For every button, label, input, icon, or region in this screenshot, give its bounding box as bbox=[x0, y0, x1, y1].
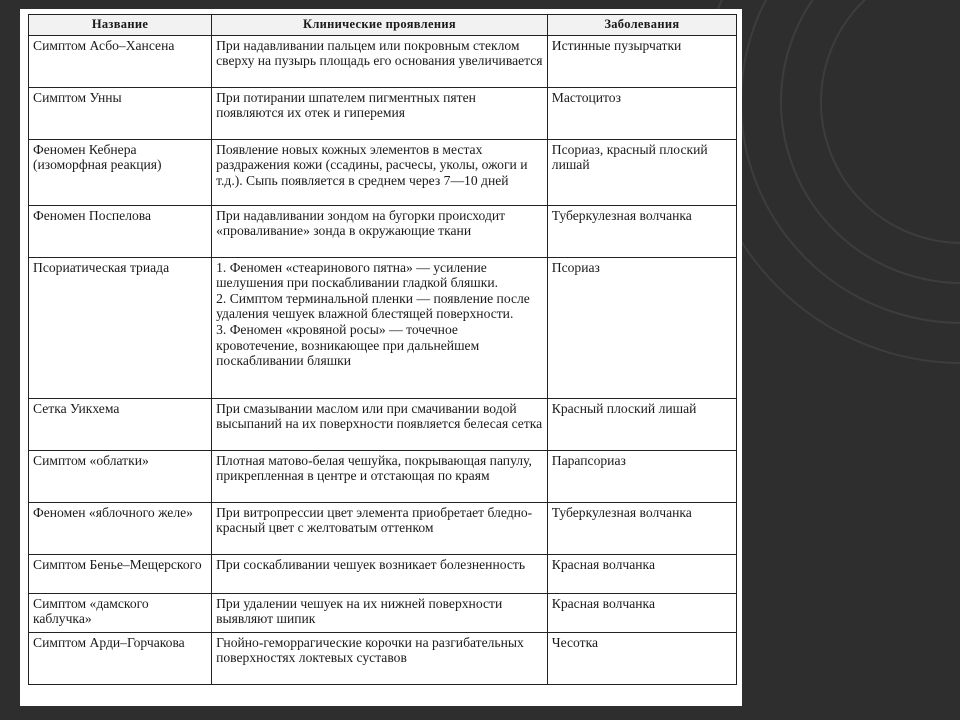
cell-disease: Туберкулезная волчанка bbox=[547, 205, 736, 257]
cell-manifestation: При соскабливании чешуек возникает болезненность bbox=[212, 554, 548, 593]
cell-disease: Псориаз, красный плоский лишай bbox=[547, 139, 736, 205]
table-body bbox=[29, 35, 737, 684]
header-disease: Заболевания bbox=[547, 15, 736, 36]
cell-manifestation: При смазывании маслом или при смачивании водой высыпаний на их поверхности появляется белесая сетка bbox=[212, 398, 548, 450]
cell-name: Сетка Уикхема bbox=[29, 398, 212, 450]
table-row bbox=[29, 205, 737, 257]
cell-disease: Туберкулезная волчанка bbox=[547, 502, 736, 554]
cell-name: Симптом «дамского каблучка» bbox=[29, 593, 212, 632]
table-row bbox=[29, 257, 737, 398]
cell-manifestation: Появление новых кожных элементов в местах раздражения кожи (ссадины, расчесы, уколы, ожоги и т.д.). Сыпь появляется в среднем через 7—10 дней bbox=[212, 139, 548, 205]
table-header-row bbox=[29, 15, 737, 36]
table-row bbox=[29, 632, 737, 684]
cell-manifestation: При удалении чешуек на их нижней поверхности выявляют шипик bbox=[212, 593, 548, 632]
document-page bbox=[20, 9, 742, 706]
table-row bbox=[29, 554, 737, 593]
table-row bbox=[29, 450, 737, 502]
cell-manifestation: При надавливании пальцем или покровным стеклом сверху на пузырь площадь его основания увеличивается bbox=[212, 35, 548, 87]
cell-name: Феномен «яблочного желе» bbox=[29, 502, 212, 554]
cell-manifestation: Плотная матово-белая чешуйка, покрывающая папулу, прикрепленная в центре и отстающая по краям bbox=[212, 450, 548, 502]
table-row bbox=[29, 593, 737, 632]
cell-disease: Красная волчанка bbox=[547, 554, 736, 593]
cell-manifestation: При потирании шпателем пигментных пятен появляются их отек и гиперемия bbox=[212, 87, 548, 139]
cell-disease: Мастоцитоз bbox=[547, 87, 736, 139]
cell-disease: Красная волчанка bbox=[547, 593, 736, 632]
cell-disease: Псориаз bbox=[547, 257, 736, 398]
cell-name: Феномен Поспелова bbox=[29, 205, 212, 257]
table-row bbox=[29, 398, 737, 450]
cell-name: Симптом Арди–Горчакова bbox=[29, 632, 212, 684]
cell-disease: Красный плоский лишай bbox=[547, 398, 736, 450]
symptoms-table bbox=[28, 14, 737, 685]
cell-name: Симптом Унны bbox=[29, 87, 212, 139]
header-manifestation: Клинические проявления bbox=[212, 15, 548, 36]
cell-name: Симптом Асбо–Хансена bbox=[29, 35, 212, 87]
cell-name: Симптом Бенье–Мещерского bbox=[29, 554, 212, 593]
cell-name: Псориатическая триада bbox=[29, 257, 212, 398]
cell-disease: Истинные пузырчатки bbox=[547, 35, 736, 87]
cell-manifestation: 1. Феномен «стеаринового пятна» — усиление шелушения при поскабливании гладкой бляшки. 2. Симптом терминальной пленки — появление после удаления чешуек влажной блестящей поверхности. 3. Феномен «кровяной росы» — точечное кровотечение, возникающее при дальнейшем поскабливании бляшки bbox=[212, 257, 548, 398]
cell-disease: Парапсориаз bbox=[547, 450, 736, 502]
cell-name: Феномен Кебнера (изоморфная реакция) bbox=[29, 139, 212, 205]
table-row bbox=[29, 139, 737, 205]
cell-manifestation: При надавливании зондом на бугорки происходит «проваливание» зонда в окружающие ткани bbox=[212, 205, 548, 257]
table-row bbox=[29, 502, 737, 554]
table-row bbox=[29, 87, 737, 139]
cell-disease: Чесотка bbox=[547, 632, 736, 684]
header-name: Название bbox=[29, 15, 212, 36]
cell-manifestation: Гнойно-геморрагические корочки на разгибательных поверхностях локтевых суставов bbox=[212, 632, 548, 684]
table-row bbox=[29, 35, 737, 87]
cell-name: Симптом «облатки» bbox=[29, 450, 212, 502]
cell-manifestation: При витропрессии цвет элемента приобретает бледно-красный цвет с желтоватым оттенком bbox=[212, 502, 548, 554]
